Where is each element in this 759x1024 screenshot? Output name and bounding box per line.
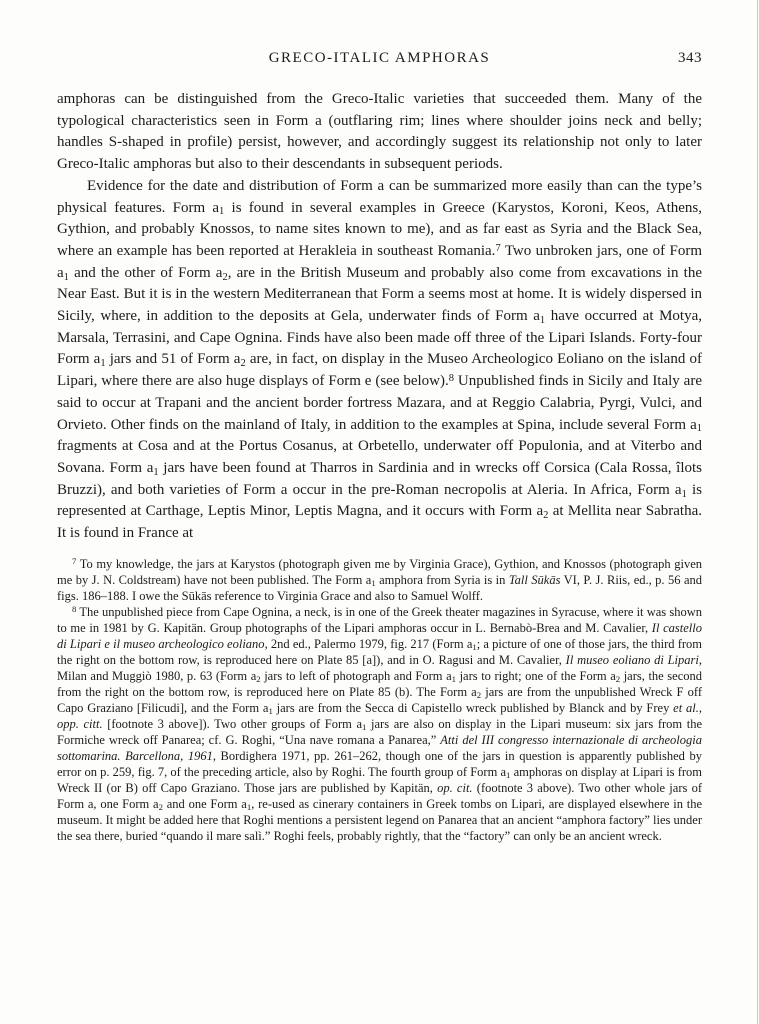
- subscript: 1: [506, 770, 511, 781]
- footnote-reference: 7: [495, 242, 501, 254]
- running-title: GRECO-ITALIC AMPHORAS: [268, 50, 491, 66]
- text-run: fragments at Cosa and at the Portus Cosanus, at Orbetello, underwater off Populonia, and at Viterbo and Sovana. Form a: [57, 438, 702, 476]
- text-run: and one Form a: [162, 796, 247, 811]
- italic-citation: Atti del III congresso internazionale di archeologia sottomarina. Barcellona, 1961: [57, 732, 702, 763]
- text-run: The unpublished piece from Cape Ognina, a neck, is in one of the Greek theater magazines in Syracuse, where it was shown to me in 1981 by G. Kapitän. Group photographs of the Lipari amphoras occur in L. Bernabò-Brea and M. Cavalier,: [57, 604, 702, 635]
- text-run: Evidence for the date and distribution of Form a can be summarized more easily than can the type’s physical features. Form a: [57, 177, 702, 216]
- subscript: 2: [615, 674, 621, 685]
- subscript: 2: [222, 271, 228, 283]
- subscript: 1: [362, 722, 367, 733]
- page-header: [57, 50, 702, 69]
- text-run: , are in the British Museum and probably also come from excavations in the Near East. But it is in the western Mediterranean that Form a seems most at home. It is widely dispersed in Sicily, where, in addition to the deposits at Gela, underwater finds of Form a: [57, 264, 702, 325]
- text-run: To my knowledge, the jars at Karystos (photograph given me by Virginia Grace), Gythion, and Knossos (photograph given me by J. N. Coldstream) have not been published. The Form a: [57, 556, 702, 587]
- subscript: 2: [256, 674, 261, 685]
- subscript: 1: [219, 206, 225, 218]
- text-run: jars to right; one of the Form a: [456, 668, 616, 683]
- text-run: amphoras on display at Lipari is from Wreck II (or B) off Capo Graziano. Those jars are published by Kapitän,: [57, 764, 702, 795]
- text-run: (footnote 3 above). Two other whole jars of Form a, one Form a: [57, 780, 702, 811]
- text-run: jars are from the Secca di Capistello wreck published by Blanck and by Frey: [272, 700, 674, 715]
- text-run: jars to left of photograph and Form a: [260, 668, 452, 683]
- subscript: 2: [158, 802, 163, 813]
- text-run: jars, the second from the right on the bottom row, is reproduced here on Plate 85 (b). The Form a: [57, 668, 702, 699]
- subscript: 1: [63, 271, 69, 283]
- subscript: 2: [476, 690, 482, 701]
- subscript: 2: [543, 510, 549, 522]
- footnotes-section: [57, 556, 702, 844]
- paragraph-continuation: [57, 89, 702, 176]
- text-run: ; a picture of one of those jars, the third from the right on the bottom row, is reproduced here on Plate 85 [a]), and in O. Ragusi and M. Cavalier,: [57, 636, 703, 667]
- text-run: are, in fact, on display in the Museo Archeologico Eoliano on the island of Lipari, where there are also huge displays of Form e (see below).: [57, 351, 702, 390]
- text-run: is represented at Carthage, Leptis Minor, Leptis Magna, and it occurs with Form a: [57, 481, 702, 520]
- subscript: 1: [268, 706, 273, 717]
- subscript: 1: [246, 802, 252, 813]
- footnote-7: [57, 556, 702, 604]
- subscript: 1: [472, 642, 477, 653]
- subscript: 1: [153, 466, 159, 478]
- italic-citation: et al., opp. citt.: [57, 700, 702, 731]
- italic-citation: op. cit.: [437, 780, 473, 795]
- text-run: [footnote 3 above]). Two other groups of Form a: [102, 716, 363, 731]
- page-number: 343: [678, 50, 702, 66]
- subscript: 1: [539, 314, 546, 326]
- footnote-reference: 7: [72, 556, 77, 567]
- subscript: 2: [240, 358, 246, 370]
- subscript: 1: [451, 674, 457, 685]
- text-run: amphoras can be distinguished from the Greco-Italic varieties that succeeded them. Many of the typological characteristics seen in Form a (outflaring rim; lines where shoulder joins neck and belly; handles S-shaped in profile) persist, however, and accordingly suggest its relationship not only to later Greco-Italic amphoras but also to their descendants in subsequent periods.: [57, 91, 702, 173]
- text-run: at Mellita near Sabratha. It is found in France at: [57, 503, 703, 542]
- text-run: VI, P. J. Riis, ed., p. 56 and figs. 186–188. I owe the Sūkās reference to Virginia Grace and also to Samuel Wolff.: [57, 572, 702, 603]
- italic-citation: Tall Sūkās: [508, 572, 561, 587]
- page-edge-shadow: [757, 0, 758, 1024]
- footnote-reference: 8: [448, 372, 455, 384]
- text-run: jars are also on display in the Lipari museum: six jars from the Formiche wreck off Panarea; cf. G. Roghi, “Una nave romana a Panarea,”: [57, 716, 703, 747]
- subscript: 1: [371, 578, 376, 589]
- text-run: amphora from Syria is in: [375, 572, 509, 587]
- text-run: jars are from the unpublished Wreck F off Capo Graziano [Filicudi], and the Form a: [57, 684, 702, 715]
- body-text: [57, 89, 702, 545]
- subscript: 1: [681, 488, 687, 500]
- text-run: , 2nd ed., Palermo 1979, fig. 217 (Form a: [264, 636, 473, 651]
- text-run: Unpublished finds in Sicily and Italy are said to occur at Trapani and the ancient border fortress Mazara, and at Reggio Calabria, Pyrgi, Vulci, and Orvieto. Other finds on the mainland of Italy, in addition to the examples at Spina, include several Form a: [57, 373, 702, 433]
- text-run: have occurred at Motya, Marsala, Terrasini, and Cape Ognina. Finds have also been made off three of the Lipari Islands. Forty-four Form a: [57, 308, 702, 368]
- text-run: Two unbroken jars, one of Form a: [57, 242, 702, 281]
- text-run: , re-used as cinerary containers in Greek tombs on Lipari, are displayed elsewhere in the museum. It might be added here that Roghi mentions a persistent legend on Panarea that an ancient “amphora factory” lies under the sea there, buried “quando il mare salì.” Roghi feels, probably rightly, that the “factory” can only be an ancient wreck.: [57, 796, 702, 843]
- subscript: 1: [100, 358, 106, 370]
- text-run: , Milan and Muggiò 1980, p. 63 (Form a: [57, 652, 702, 683]
- footnote-8: [57, 604, 702, 844]
- text-run: is found in several examples in Greece (Karystos, Koroni, Keos, Athens, Gythion, and probably Knossos, to name sites known to me), and as far east as Syria and the Black Sea, where an example has been reported at Herakleia in southeast Romania.: [57, 199, 702, 259]
- footnote-reference: 8: [72, 604, 77, 615]
- paragraph-evidence: [57, 176, 702, 545]
- italic-citation: Il castello di Lipari e il museo archeologico eoliano: [57, 620, 702, 651]
- subscript: 1: [696, 423, 702, 435]
- text-run: jars have been found at Tharros in Sardinia and in wrecks off Corsica (Cala Rossa, îlots Bruzzi), and both varieties of Form a occur in the pre-Roman necropolis at Aleria. In Africa, Form a: [57, 459, 702, 498]
- text-run: jars and 51 of Form a: [105, 351, 241, 368]
- text-run: and the other of Form a: [68, 264, 223, 281]
- italic-citation: Il museo eoliano di Lipari: [565, 652, 699, 667]
- text-run: , Bordighera 1971, pp. 261–262, though one of the jars in question is apparently published by error on p. 259, fig. 7, of the preceding article, also by Roghi. The fourth group of Form a: [57, 748, 702, 779]
